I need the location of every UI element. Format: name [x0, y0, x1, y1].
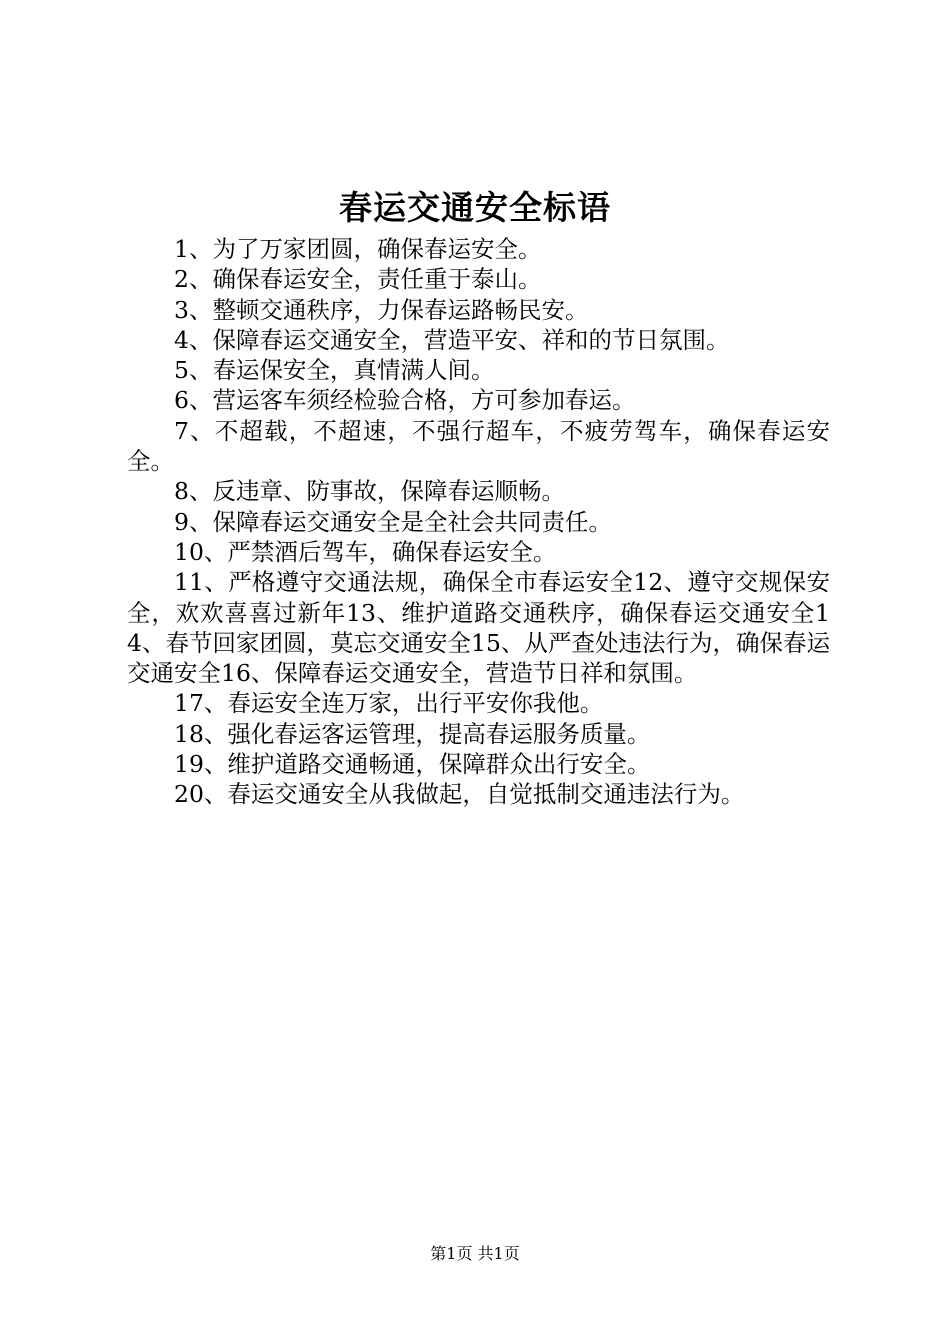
slogan-paragraph: 1、为了万家团圆，确保春运安全。 — [174, 235, 542, 263]
slogan-paragraph: 18、强化春运客运管理，提高春运服务质量。 — [174, 719, 651, 748]
slogan-paragraph: 4、保障春运交通安全，营造平安、祥和的节日氛围。 — [174, 325, 730, 354]
slogan-paragraph: 17、春运安全连万家，出行平安你我他。 — [174, 689, 604, 718]
slogan-paragraph: 5、春运保安全，真情满人间。 — [174, 356, 495, 385]
slogan-paragraph: 9、保障春运交通安全是全社会共同责任。 — [174, 507, 612, 536]
slogan-paragraph: 3、整顿交通秩序，力保春运路畅民安。 — [174, 295, 589, 324]
slogan-paragraph: 7、不超载，不超速，不强行超车，不疲劳驾车，确保春运安全。 — [127, 416, 830, 476]
slogan-paragraph: 11、严格遵守交通法规，确保全市春运安全12、遵守交规保安全，欢欢喜喜过新年13、维护道路交通秩序，确保春运交通安全14、春节回家团圆，莫忘交通安全15、从严查处违法行为，确保春运交通安全16、保障春运交通安全，营造节日祥和氛围。 — [127, 568, 830, 688]
document-body — [127, 234, 830, 810]
slogan-paragraph: 2、确保春运安全，责任重于泰山。 — [174, 265, 542, 294]
document-title: 春运交通安全标语 — [339, 188, 611, 227]
slogan-paragraph: 19、维护道路交通畅通，保障群众出行安全。 — [174, 750, 651, 779]
slogan-paragraph: 8、反违章、防事故，保障春运顺畅。 — [174, 477, 565, 506]
slogan-paragraph: 6、营运客车须经检验合格，方可参加春运。 — [174, 386, 636, 415]
slogan-paragraph: 20、春运交通安全从我做起，自觉抵制交通违法行为。 — [174, 780, 745, 809]
slogan-paragraph: 10、严禁酒后驾车，确保春运安全。 — [174, 537, 557, 566]
page-footer: 第1页 共1页 — [430, 1244, 520, 1263]
